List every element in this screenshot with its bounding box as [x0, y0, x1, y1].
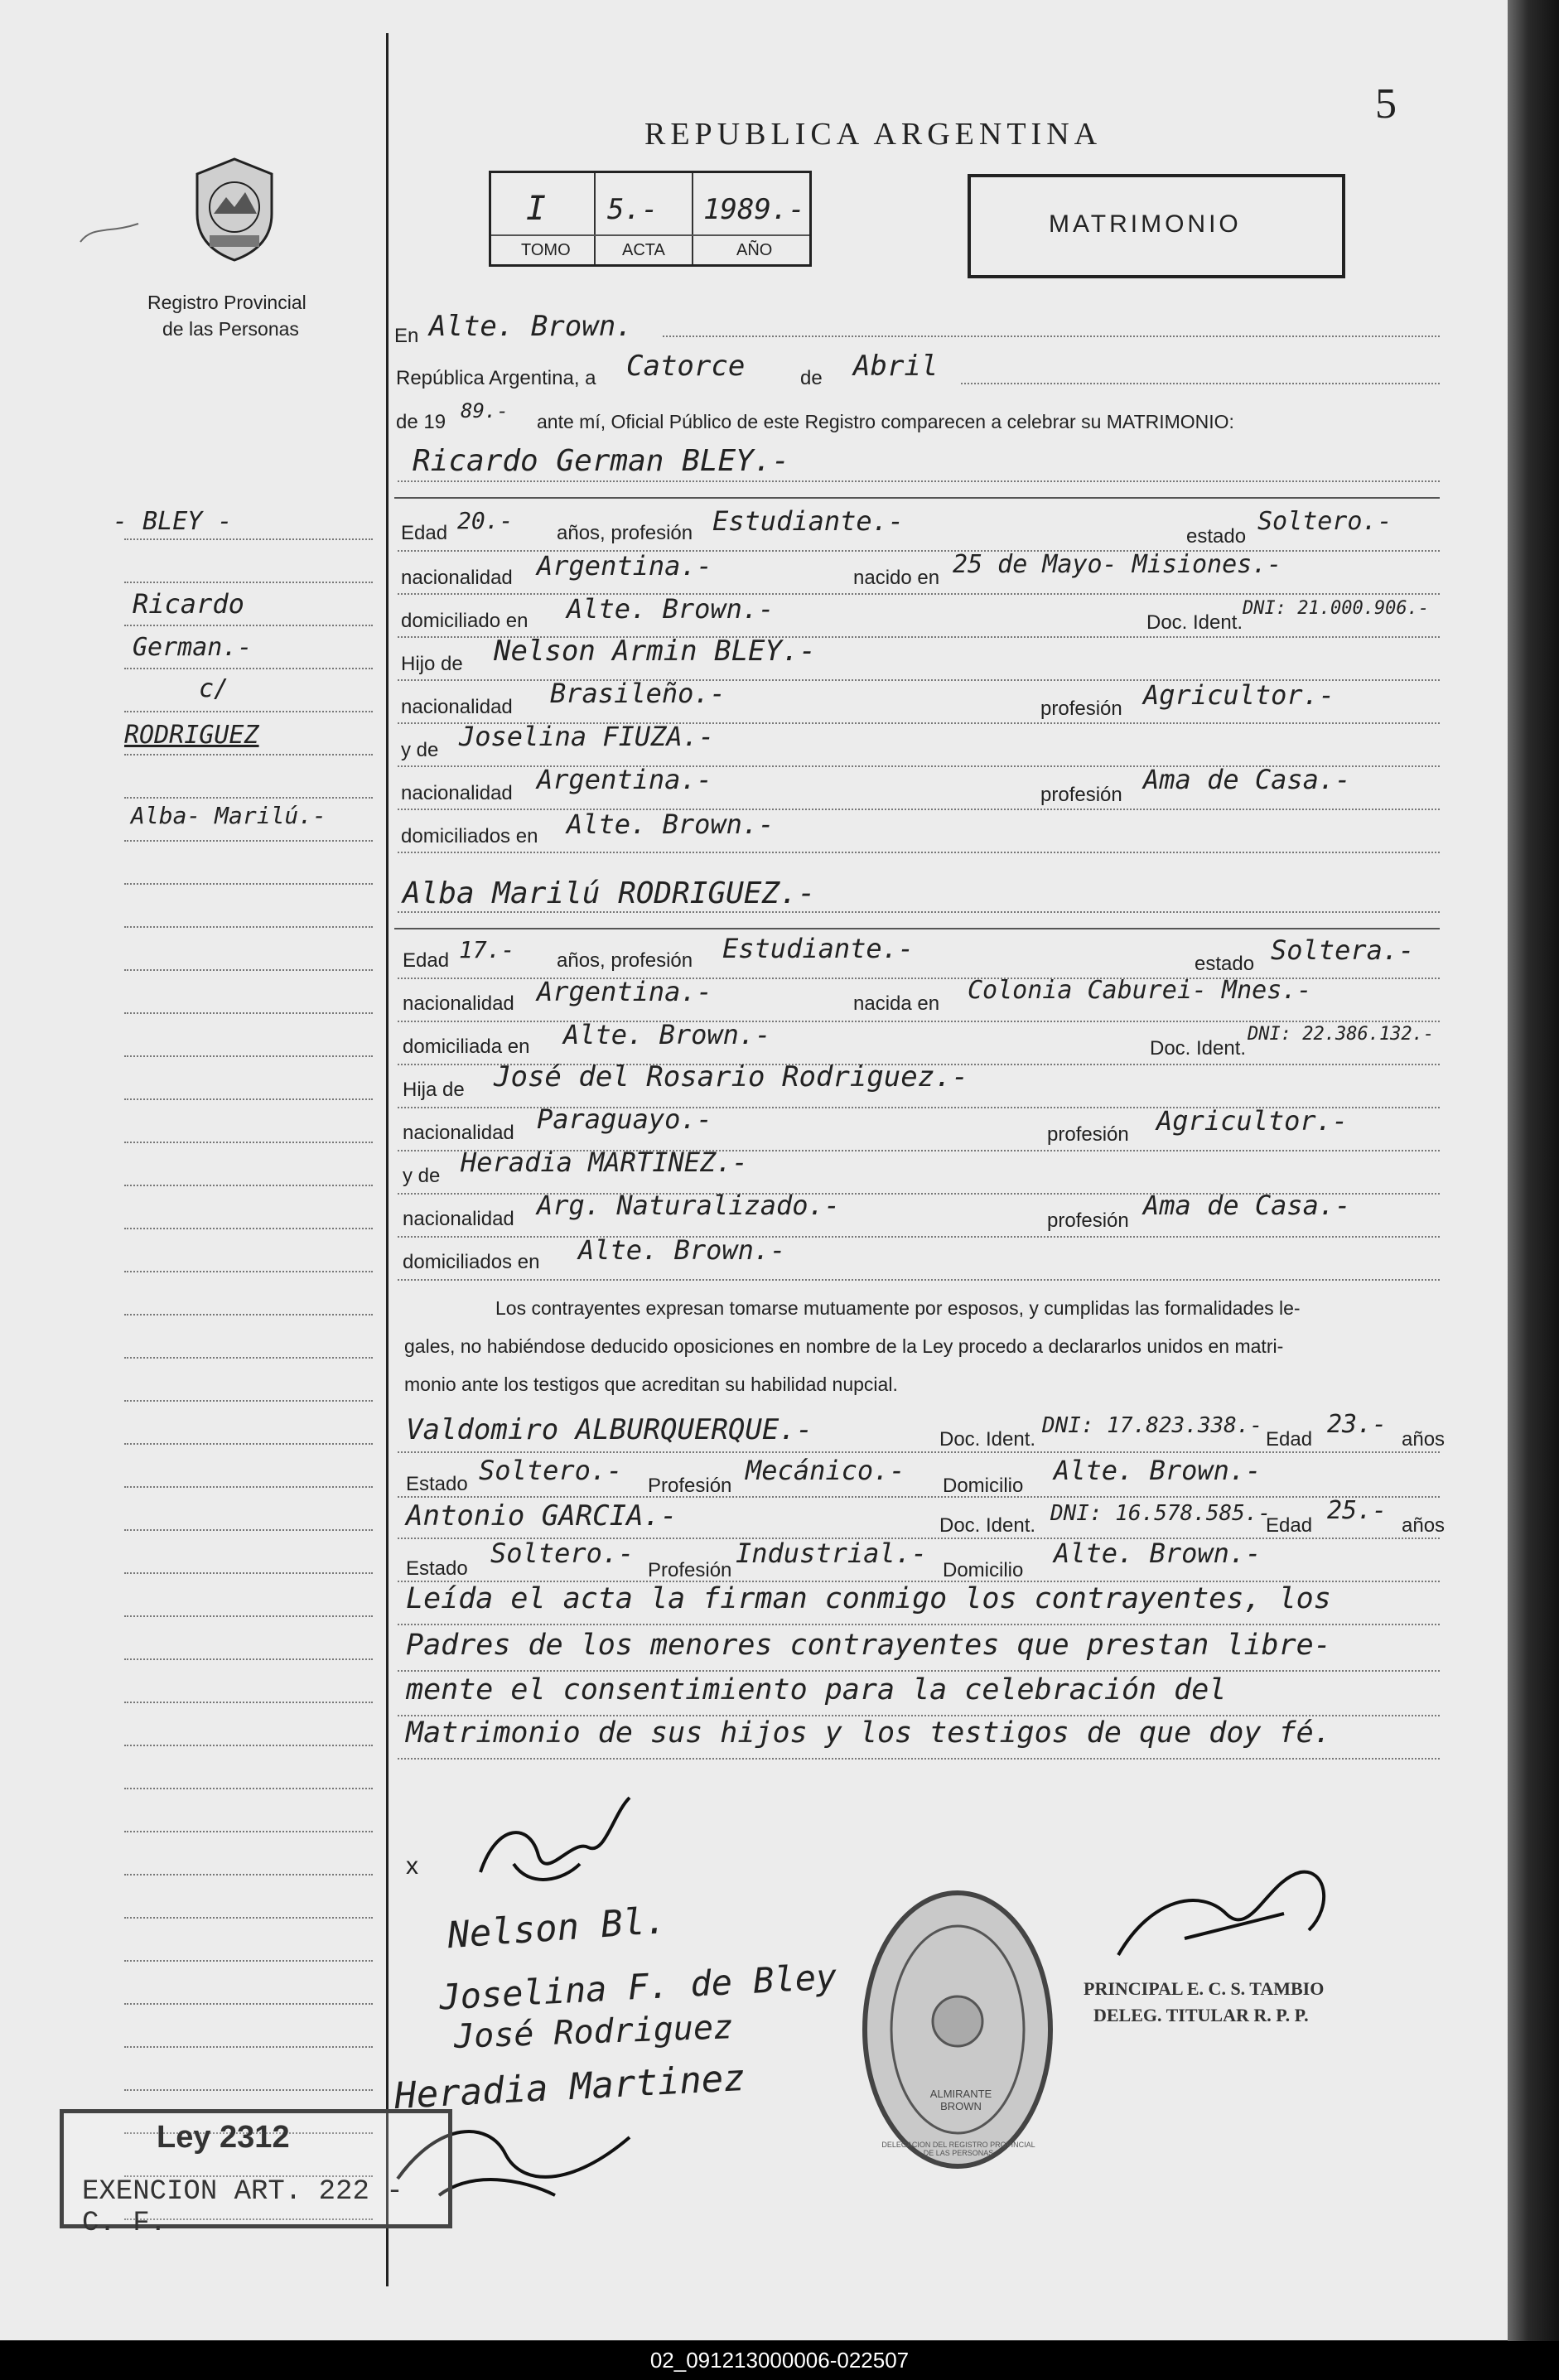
bride-father-nat: Paraguayo.-	[537, 1103, 712, 1135]
groom-mother-prof: Ama de Casa.-	[1143, 764, 1351, 795]
margin-rule	[124, 625, 373, 626]
groom-mother-nac-label: nacionalidad	[401, 782, 513, 804]
groom-estado-label: estado	[1186, 525, 1247, 548]
witness1-prof-label: Profesión	[648, 1475, 732, 1497]
bride-parents-domic-label: domiciliados en	[403, 1251, 540, 1273]
groom-doc: DNI: 21.000.906.-	[1243, 598, 1430, 619]
registry-line1: Registro Provincial	[147, 292, 306, 313]
bride-father-prof-label: profesión	[1047, 1123, 1129, 1146]
margin-rule	[124, 1745, 373, 1746]
groom-doc-label: Doc. Ident.	[1146, 611, 1243, 634]
margin-given2: Alba- Marilú.-	[131, 802, 327, 829]
witness1-estado: Soltero.-	[479, 1455, 623, 1486]
witness1-profession: Mecánico.-	[746, 1455, 905, 1486]
tomo-value: I	[526, 190, 547, 228]
bride-edad-label: Edad	[403, 949, 450, 972]
margin-rule	[124, 1314, 373, 1316]
acta-value: 5.-	[607, 193, 659, 226]
witness1-doc: DNI: 17.823.338.-	[1042, 1413, 1263, 1438]
bride-nacida-label: nacida en	[853, 992, 940, 1015]
witness2-profession: Industrial.-	[736, 1538, 928, 1569]
margin-rule	[124, 668, 373, 669]
margin-rule	[124, 1185, 373, 1186]
margin-surname1: - BLEY -	[113, 507, 233, 536]
bride-mother-nac-label: nacionalidad	[403, 1208, 514, 1230]
groom-mother-nat: Argentina.-	[537, 764, 712, 795]
groom-nac-label: nacionalidad	[401, 567, 513, 589]
country-title: REPUBLICA ARGENTINA	[644, 117, 1103, 152]
closing-line3: mente el consentimiento para la celebración del	[406, 1673, 1227, 1707]
bride-hija-label: Hija de	[403, 1079, 465, 1101]
margin-rule	[124, 1917, 373, 1919]
witness2-age: 25.-	[1327, 1496, 1388, 1525]
document-type-box	[968, 174, 1345, 278]
column-divider	[386, 33, 389, 2286]
margin-rule	[124, 1098, 373, 1100]
groom-mother-prof-label: profesión	[1040, 784, 1122, 806]
groom-profession: Estudiante.-	[712, 505, 905, 537]
margin-rule	[124, 582, 373, 583]
witness2-domic-label: Domicilio	[943, 1559, 1024, 1581]
witness2-doc-label: Doc. Ident.	[939, 1514, 1036, 1537]
round-seal-text: DELEGACION DEL REGISTRO PROVINCIAL DE LAS PERSONAS	[881, 2141, 1035, 2157]
signature-2: Joselina F. de Bley	[438, 1956, 838, 2018]
margin-rule	[124, 1658, 373, 1660]
ley-stamp	[60, 2109, 452, 2239]
provincial-seal-icon	[189, 156, 280, 263]
bride-anos-prof-label: años, profesión	[557, 949, 693, 972]
witness2-domicile: Alte. Brown.-	[1054, 1538, 1262, 1569]
en-label: En	[394, 325, 419, 347]
bride-domic-label: domiciliada en	[403, 1036, 530, 1058]
bride-nac-label: nacionalidad	[403, 992, 514, 1015]
groom-father-nat: Brasileño.-	[550, 678, 726, 709]
margin-rule	[124, 538, 373, 540]
signature-scribble-icon	[464, 1789, 663, 1897]
bride-birthplace: Colonia Caburei- Mnes.-	[968, 976, 1312, 1005]
signature-1: Nelson Bl.	[446, 1899, 668, 1958]
witness1-doc-label: Doc. Ident.	[939, 1428, 1036, 1451]
groom-yde-label: y de	[401, 739, 439, 761]
margin-conj: c/	[199, 674, 229, 703]
groom-father-nac-label: nacionalidad	[401, 696, 513, 718]
margin-rule	[124, 1486, 373, 1488]
day: Catorce	[626, 350, 746, 383]
document-type: MATRIMONIO	[1049, 210, 1242, 238]
scan-footer: 02_091213000006-022507	[0, 2341, 1559, 2380]
groom-father-prof: Agricultor.-	[1143, 679, 1335, 711]
year-prefix: de 19	[396, 411, 446, 433]
witness2-edad-label: Edad	[1266, 1514, 1313, 1537]
margin-rule	[124, 1228, 373, 1229]
record-number-box	[489, 171, 812, 267]
ley-stamp-line1: Ley 2312	[157, 2120, 290, 2155]
bride-doc-label: Doc. Ident.	[1150, 1037, 1247, 1060]
witness2-doc: DNI: 16.578.585.-	[1050, 1501, 1272, 1526]
margin-rule	[124, 883, 373, 885]
margin-rule	[124, 1271, 373, 1272]
signature-4: Heradia Martinez	[393, 2056, 746, 2118]
bride-estado: Soltera.-	[1271, 934, 1415, 966]
declaration-line1: Los contrayentes expresan tomarse mutuamente por esposos, y cumplidas las formalidades le-	[495, 1297, 1301, 1319]
witness2-name: Antonio GARCIA.-	[406, 1499, 678, 1533]
margin-rule	[124, 1874, 373, 1876]
groom-age: 20.-	[457, 507, 514, 534]
page-number: 5	[1375, 80, 1397, 128]
margin-rule	[124, 1960, 373, 1962]
place: Alte. Brown.	[429, 310, 633, 343]
margin-rule	[124, 840, 373, 842]
witness2-estado-label: Estado	[406, 1557, 468, 1580]
pencil-mark-icon	[76, 217, 142, 250]
declaration-line2: gales, no habiéndose deducido oposiciones en nombre de la Ley procedo a declararlos unidos en matri-	[404, 1335, 1284, 1357]
bride-father-nac-label: nacionalidad	[403, 1122, 514, 1144]
bride-mother-nat: Arg. Naturalizado.-	[537, 1190, 841, 1221]
signature-3: José Rodriguez	[453, 2008, 734, 2056]
official-name: PRINCIPAL E. C. S. TAMBIO	[1084, 1978, 1325, 1999]
groom-estado: Soltero.-	[1257, 507, 1392, 536]
tomo-label: TOMO	[521, 241, 571, 259]
bride-mother: Heradia MARTINEZ.-	[461, 1147, 748, 1178]
bride-estado-label: estado	[1195, 953, 1255, 975]
groom-name: Ricardo German BLEY.-	[413, 444, 790, 478]
acta-label: ACTA	[622, 241, 665, 259]
declaration-line3: monio ante los testigos que acreditan su habilidad nupcial.	[404, 1373, 898, 1395]
groom-edad-label: Edad	[401, 522, 448, 544]
margin-rule	[124, 1529, 373, 1531]
bride-father-prof: Agricultor.-	[1156, 1105, 1349, 1137]
witness1-anos-label: años	[1402, 1428, 1446, 1451]
ano-label: AÑO	[736, 241, 773, 259]
margin-rule	[124, 926, 373, 928]
bride-parents-domicile: Alte. Brown.-	[578, 1234, 786, 1266]
official-signature-icon	[1102, 1864, 1350, 1972]
witness2-estado: Soltero.-	[490, 1538, 635, 1569]
ley-stamp-line2: EXENCION ART. 222 - C. F.	[82, 2176, 403, 2239]
bride-profession: Estudiante.-	[722, 933, 915, 964]
groom-anos-prof-label: años, profesión	[557, 522, 693, 544]
de-label: de	[800, 367, 823, 389]
groom-hijo-label: Hijo de	[401, 653, 463, 675]
margin-rule	[124, 2046, 373, 2048]
bride-age: 17.-	[459, 936, 515, 963]
margin-rule	[124, 2003, 373, 2005]
book-binding-edge	[1508, 0, 1559, 2380]
month: Abril	[853, 350, 939, 383]
bride-nationality: Argentina.-	[537, 976, 712, 1007]
witness1-domic-label: Domicilio	[943, 1475, 1024, 1497]
bride-domicile: Alte. Brown.-	[563, 1019, 771, 1050]
bride-name: Alba Marilú RODRIGUEZ.-	[403, 876, 816, 910]
witness1-edad-label: Edad	[1266, 1428, 1313, 1451]
witness2-anos-label: años	[1402, 1514, 1446, 1537]
margin-rule	[124, 1702, 373, 1703]
margin-rule	[124, 1357, 373, 1359]
margin-surname2: RODRIGUEZ	[124, 721, 259, 750]
x-mark: x	[406, 1852, 418, 1880]
margin-rule	[124, 1615, 373, 1617]
margin-rule	[124, 1012, 373, 1014]
bride-mother-prof: Ama de Casa.-	[1143, 1190, 1351, 1221]
groom-father-prof-label: profesión	[1040, 698, 1122, 720]
witness1-age: 23.-	[1327, 1410, 1388, 1439]
margin-given1a: Ricardo	[133, 588, 244, 620]
groom-mother: Joselina FIUZA.-	[459, 721, 715, 752]
groom-parents-domic-label: domiciliados en	[401, 825, 538, 847]
margin-rule	[124, 1055, 373, 1057]
margin-rule	[124, 711, 373, 712]
groom-domicile: Alte. Brown.-	[567, 593, 775, 625]
round-seal-icon	[858, 1889, 1057, 2179]
round-seal-center: ALMIRANTE BROWN	[929, 2088, 992, 2112]
margin-rule	[124, 1443, 373, 1445]
groom-domic-label: domiciliado en	[401, 610, 529, 632]
margin-rule	[124, 969, 373, 971]
year-suffix: 89.-	[461, 399, 509, 422]
registry-line2: de las Personas	[162, 318, 299, 340]
republica-label: República Argentina, a	[396, 367, 596, 389]
closing-line4: Matrimonio de sus hijos y los testigos de que doy fé.	[406, 1716, 1331, 1750]
groom-birthplace: 25 de Mayo- Misiones.-	[953, 550, 1282, 579]
appear-text: ante mí, Oficial Público de este Registro comparecen a celebrar su MATRIMONIO:	[537, 411, 1234, 432]
bride-yde-label: y de	[403, 1165, 441, 1187]
witness1-domicile: Alte. Brown.-	[1054, 1455, 1262, 1486]
bride-doc: DNI: 22.386.132.-	[1248, 1024, 1435, 1045]
margin-rule	[124, 1572, 373, 1574]
closing-line2: Padres de los menores contrayentes que prestan libre-	[406, 1629, 1331, 1662]
margin-rule	[124, 2089, 373, 2091]
margin-rule	[124, 1831, 373, 1832]
groom-nacido-label: nacido en	[853, 567, 940, 589]
margin-rule	[124, 1400, 373, 1402]
margin-rule	[124, 1788, 373, 1789]
witness1-estado-label: Estado	[406, 1473, 468, 1495]
closing-line1: Leída el acta la firman conmigo los contrayentes, los	[406, 1582, 1331, 1615]
groom-parents-domicile: Alte. Brown.-	[567, 809, 775, 840]
official-title: DELEG. TITULAR R. P. P.	[1093, 2005, 1309, 2025]
margin-rule	[124, 1142, 373, 1143]
groom-nationality: Argentina.-	[537, 550, 712, 582]
bride-mother-prof-label: profesión	[1047, 1209, 1129, 1232]
bride-father: José del Rosario Rodriguez.-	[494, 1060, 969, 1093]
groom-father: Nelson Armin BLEY.-	[494, 635, 816, 668]
witness1-name: Valdomiro ALBURQUERQUE.-	[406, 1413, 813, 1446]
witness2-prof-label: Profesión	[648, 1559, 732, 1581]
margin-rule	[124, 754, 373, 756]
margin-rule	[124, 797, 373, 799]
ano-value: 1989.-	[703, 193, 805, 226]
margin-given1b: German.-	[133, 633, 253, 662]
